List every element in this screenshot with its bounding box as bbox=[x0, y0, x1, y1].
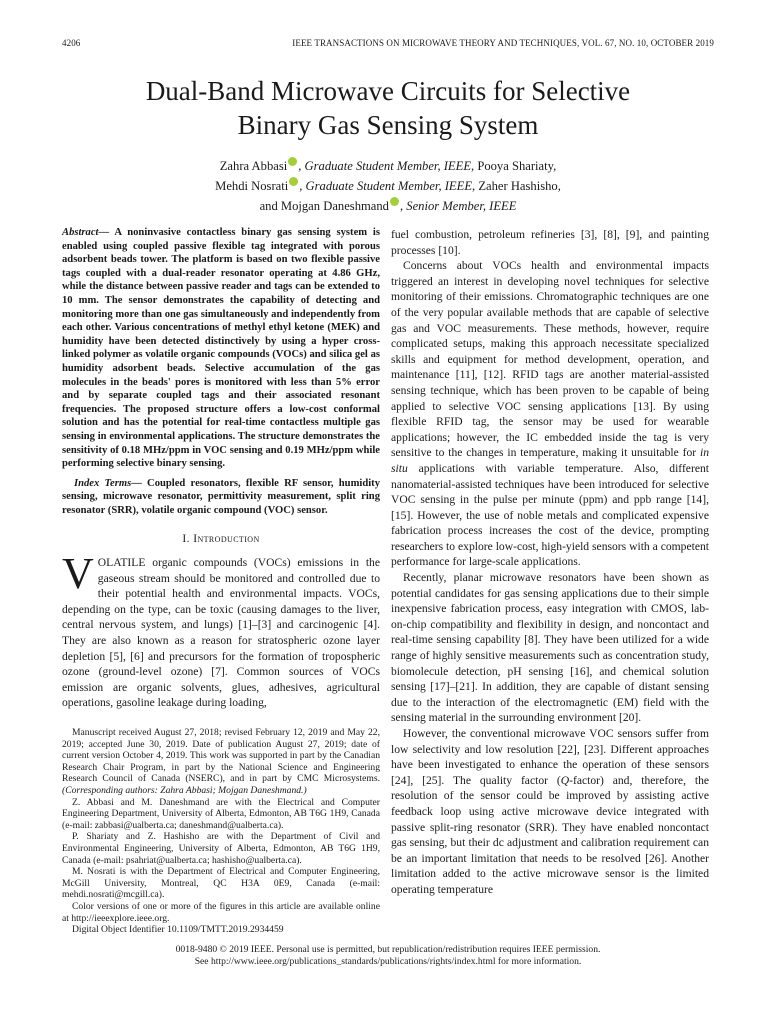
body-paragraph: Recently, planar microwave resonators have been shown as potential candidates for gas sensing applications due to their simple inexpensive fabrication process, easy integration with CMOS, lab-on-chip compatibility and flexibility in design, and noncontact and real-time sensing capability [8]. They have been utilized for a wide range of highly sensitive measurements such as concentration study, biomolecule detection, pH sensing [16], and chemical solution sensing [17]–[21]. In addition, they are capable of distant sensing due to the interaction of the electromagnetic (EM) field with the sensing material in the surrounding environment [20]. bbox=[391, 571, 709, 725]
author-name: Zahra Abbasi bbox=[219, 159, 288, 173]
paper-title bbox=[62, 74, 714, 142]
footnote: P. Shariaty and Z. Hashisho are with the Department of Civil and Environmental Engineering, University of Alberta, Edmonton, AB T6G 1H9, Canada (e-mail: psahriat@ualberta.ca; hashisho@ualberta.ca). bbox=[62, 831, 380, 866]
footnote: M. Nosrati is with the Department of Electrical and Computer Engineering, McGill University, Montreal, QC H3A 0E9, Canada (e-mail: mehdi.nosrati@mcgill.ca). bbox=[62, 866, 380, 901]
footnotes bbox=[62, 727, 380, 936]
orcid-icon[interactable] bbox=[390, 197, 399, 206]
italic-term: in situ bbox=[391, 446, 709, 475]
footnote: Color versions of one or more of the figures in this article are available online at http://ieeexplore.ieee.org. bbox=[62, 900, 380, 924]
author-role: Graduate Student Member, IEEE bbox=[304, 159, 472, 173]
doi: Digital Object Identifier 10.1109/TMTT.2019.2934459 bbox=[72, 924, 284, 936]
intro-text: OLATILE organic compounds (VOCs) emissions in the gaseous stream should be monitored and controlled due to their potential health and environmental impacts. VOCs, depending on the type, can be toxic (causing damages to the liver, central nervous system, and lungs) [1]–[3] and carcinogenic [4]. They are also known as a reason for stratospheric ozone layer depletion [5], [6] and precursors for the formation of tropospheric ozone (ground-level ozone) [7]. Common sources of VOCs emission are organic solvents, glues, adhesives, agricultural operations, gasoline leakage during loading, bbox=[62, 556, 380, 710]
journal-name: IEEE TRANSACTIONS ON MICROWAVE THEORY AND TECHNIQUES, VOL. 67, NO. 10, OCTOBER 2019 bbox=[292, 38, 714, 48]
body-paragraph: However, the conventional microwave VOC sensors suffer from low selectivity and low resolution [22], [23]. Different approaches have been investigated to enhance the operation of these sensors [24], [25]. The quality factor (Q-factor) and, therefore, the resolution of the sensor could be improved by assisting active feedback loop using active microwave device integrated with passive split-ring resonator (SRR). They have enabled noncontact gas sensing, but their dc adjustment and calibration requirement can be an important limitation that needs to be resolved [26]. Another limitation added to the active microwave sensor is the limited operating temperature bbox=[391, 727, 710, 896]
drop-cap: V bbox=[62, 549, 94, 599]
orcid-icon[interactable] bbox=[289, 177, 298, 186]
author-name: and Mojgan Daneshmand bbox=[259, 199, 389, 213]
intro-paragraph bbox=[62, 549, 380, 711]
author-name: Zaher Hashisho, bbox=[478, 179, 561, 193]
copyright-notice bbox=[62, 944, 714, 968]
italic-symbol: Q bbox=[560, 773, 570, 787]
index-terms bbox=[62, 477, 380, 518]
author-name: Pooya Shariaty, bbox=[477, 159, 557, 173]
title-line-2: Binary Gas Sensing System bbox=[237, 110, 539, 140]
copyright-line: 0018-9480 © 2019 IEEE. Personal use is permitted, but republication/redistribution requires IEEE permission. bbox=[175, 944, 601, 955]
copyright-line: See http://www.ieee.org/publications_standards/publications/rights/index.html for more information. bbox=[194, 956, 582, 967]
author-name: Mehdi Nosrati bbox=[215, 179, 289, 193]
title-line-1: Dual-Band Microwave Circuits for Selective bbox=[145, 76, 631, 106]
author-role: Senior Member, IEEE bbox=[406, 199, 517, 213]
footnote: Z. Abbasi and M. Daneshmand are with the Electrical and Computer Engineering Department, University of Alberta, Edmonton, AB T6G 1H9, Canada (e-mail: zabbasi@ualberta.ca; daneshmand@ualberta.ca). bbox=[62, 796, 380, 831]
abstract-label: Abstract bbox=[62, 227, 99, 238]
author-role: Graduate Student Member, IEEE bbox=[305, 179, 473, 193]
index-terms-text: — Coupled resonators, flexible RF sensor, humidity sensing, microwave resonator, permittivity measurement, split ring resonator (SRR), volatile organic compound (VOC) sensor. bbox=[62, 477, 380, 516]
abstract bbox=[62, 226, 380, 471]
body-paragraph: fuel combustion, petroleum refineries [3], [8], [9], and painting processes [10]. bbox=[391, 228, 709, 257]
right-column bbox=[391, 227, 709, 898]
orcid-icon[interactable] bbox=[288, 157, 297, 166]
page-number: 4206 bbox=[62, 38, 81, 48]
left-column bbox=[62, 226, 380, 711]
corresponding-authors: (Corresponding authors: Zahra Abbasi; Mojgan Daneshmand.) bbox=[62, 784, 307, 796]
abstract-text: — A noninvasive contactless binary gas sensing system is enabled using coupled passive flexible tag integrated with porous adsorbent beads tower. The platform is based on two flexible passive tags coupled with a dual-reader resonator operating at 4.86 GHz, while the distance between passive reader and tags can be extended to 10 mm. The sensor demonstrates the capability of detecting and monitoring more than one gas simultaneously and independently from each other. Various concentrations of methyl ethyl ketone (MEK) and humidity have been detected distinctively by using a hyper cross-linked polymer as volatile organic compounds (VOCs) and silica gel as humidity adsorbent beads. Selective accumulation of the gas molecules in the beads' pores is monitored with less than 5% error and by separate coupled tags and their associated resonant frequencies. The proposed structure offers a low-cost conformal solution and has the potential for real-time contactless multiple gas sensing in environmental applications. The structure demonstrates the sensitivity of 0.18 MHz/ppm in VOC sensing and 0.19 MHz/ppm while performing selective binary sensing. bbox=[62, 227, 380, 470]
author-list: Zahra Abbasi , Graduate Student Member, IEEE, Pooya Shariaty, Mehdi Nosrati , Graduate Student Member, IEEE, Zaher Hashisho, and Mojgan Daneshmand , Senior Member, IEEE bbox=[215, 159, 561, 213]
index-terms-label: Index Terms bbox=[74, 477, 132, 489]
section-heading: I. Introduction bbox=[182, 532, 260, 546]
body-paragraph: Concerns about VOCs health and environmental impacts triggered an interest in developing novel techniques for selective monitoring of their emissions. Chromatographic techniques are one of the very popular available methods that are capable of selective gas and VOC measurements. These methods, however, require complicated setups, making this approach necessitate specialized skills and equipment for method development, operation, and maintenance [11], [12]. RFID tags are another material-assisted sensing technique, which has been proven to be capable of being applied to selective VOC sensing applications [13]. By using flexible RFID tag, the sensor may be used for wearable applications; however, the IC embedded inside the tag is very sensitive to the changes in temperature, making it unsuitable for in situ applications with variable temperature. Also, different nanomaterial-assisted techniques have been introduced for selective VOC sensing in the pulse per minute (ppm) and ppb range [14], [15]. However, the use of noble metals and complicated expensive fabrication process increases the cost of the device, prompting researchers to explore low-cost, high-yield sensors with a competent performance for large-scale applications. bbox=[391, 259, 709, 569]
footnote: Manuscript received August 27, 2018; revised February 12, 2019 and May 22, 2019; accepted June 30, 2019. Date of publication August 27, 2019; date of current version October 4, 2019. This work was supported in part by the Canadian Research Chair Program, in part by the National Science and Engineering Research Council of Canada (NSERC), and in part by CMC Microsystems. (Corresponding authors: Zahra Abbasi; Mojgan Daneshmand.) bbox=[62, 727, 380, 796]
